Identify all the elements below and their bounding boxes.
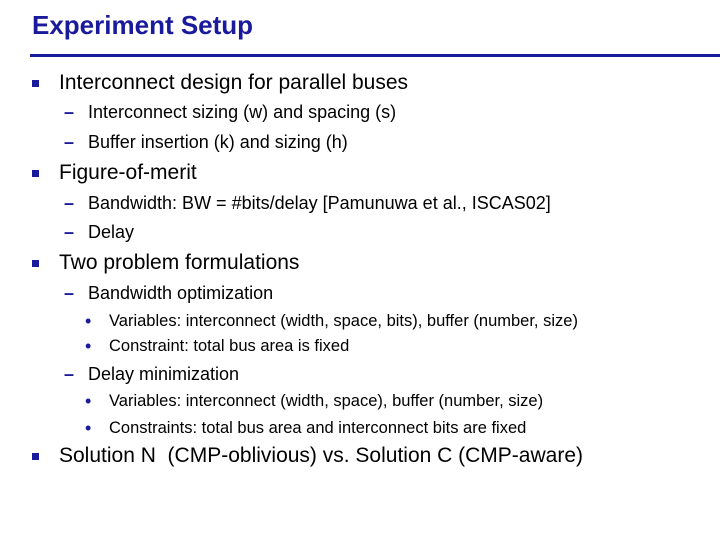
square-bullet-icon [32, 260, 39, 267]
dash-bullet-icon: – [64, 132, 75, 152]
dash-bullet-icon: – [64, 283, 75, 303]
dot-bullet-icon: • [85, 311, 92, 331]
slide-title: Experiment Setup [32, 10, 254, 40]
square-bullet-icon [32, 453, 39, 460]
dash-bullet-icon: – [64, 364, 75, 384]
dot-bullet-icon: • [85, 418, 92, 438]
dot-bullet-icon: • [85, 391, 92, 411]
square-bullet-icon [32, 170, 39, 177]
square-bullet-icon [32, 80, 39, 87]
dash-bullet-icon: – [64, 222, 75, 242]
dash-bullet-icon: – [64, 102, 75, 122]
dot-bullet-icon: • [85, 336, 92, 356]
title-underline [30, 54, 720, 57]
dash-bullet-icon: – [64, 193, 75, 213]
